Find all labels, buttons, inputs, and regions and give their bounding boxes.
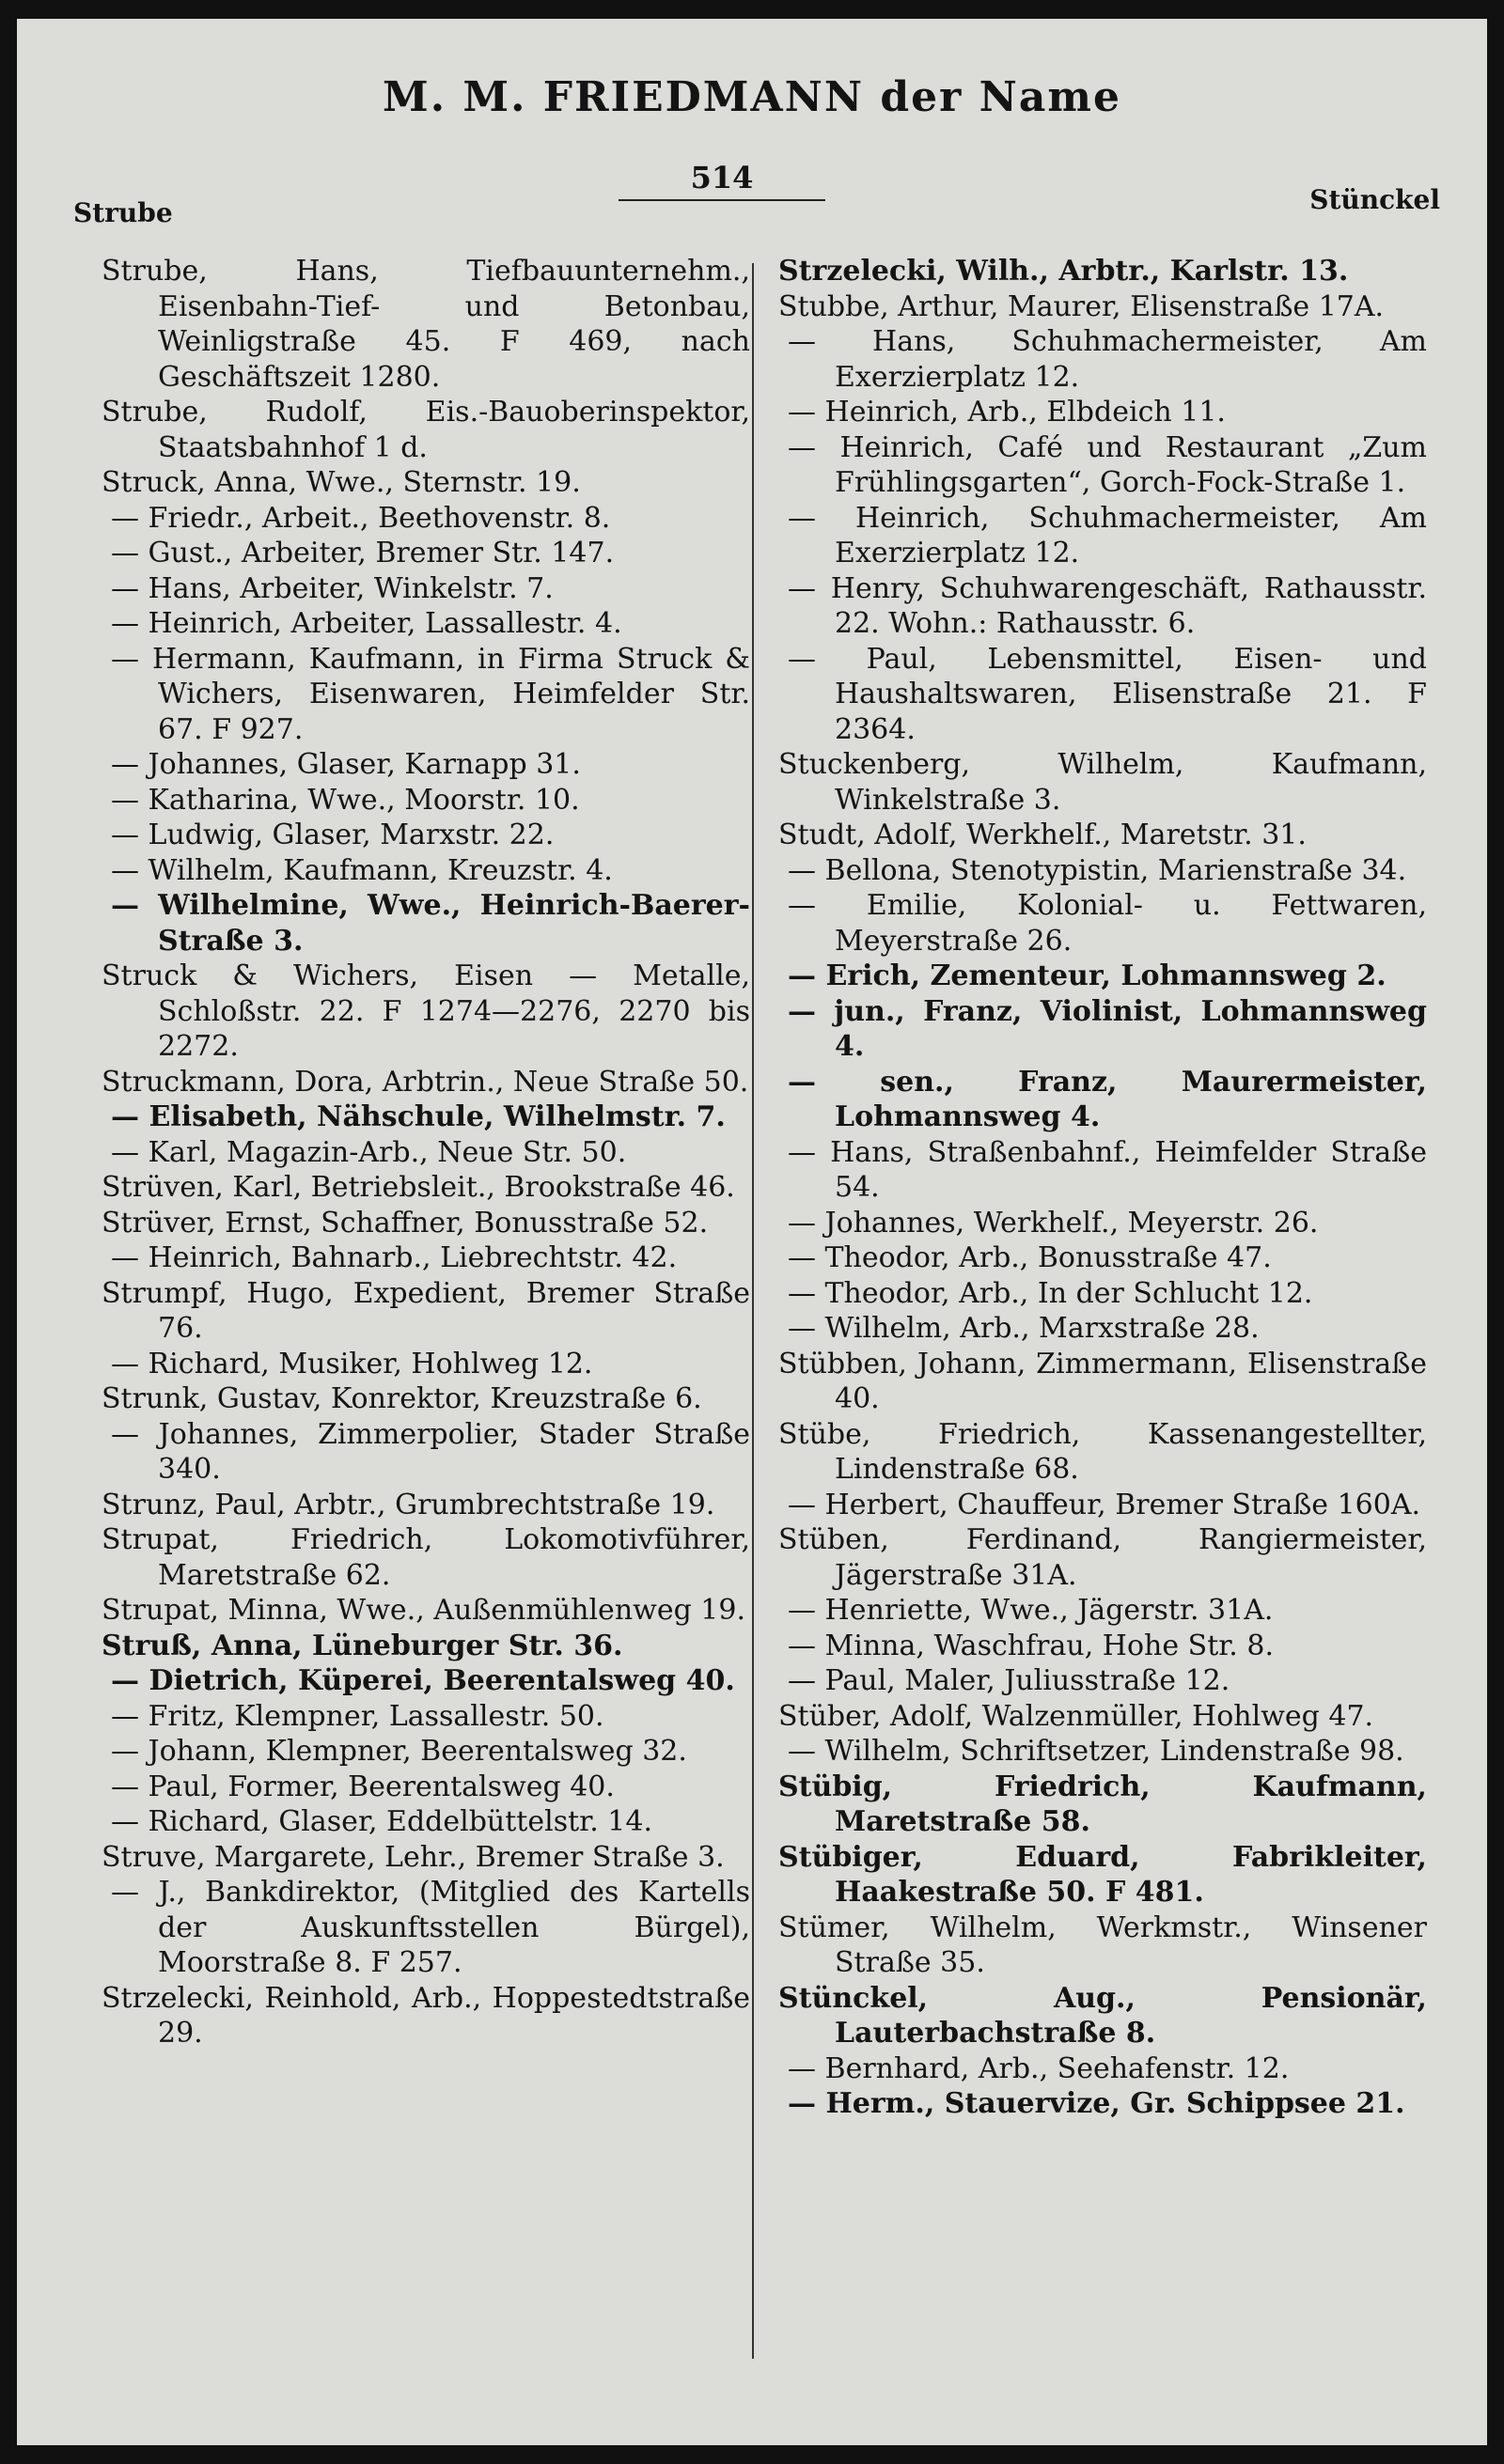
directory-entry: Struck & Wichers, Eisen — Metalle, Schloßstr. 22. F 1274—2276, 2270 bis 2272. (102, 959, 750, 1063)
directory-entry: Stümer, Wilhelm, Werkmstr., Winsener Straße 35. (778, 1910, 1427, 1979)
directory-entry: — Herm., Stauervize, Gr. Schippsee 21. (788, 2087, 1405, 2120)
directory-entry: — Johann, Klempner, Beerentalsweg 32. (111, 1735, 687, 1768)
directory-entry: Struck, Anna, Wwe., Sternstr. 19. (102, 466, 581, 499)
directory-entry: Stübe, Friedrich, Kassenangestellter, Lindenstraße 68. (778, 1417, 1427, 1486)
directory-entry: — Fritz, Klempner, Lassallestr. 50. (111, 1699, 604, 1733)
directory-entry: — Hans, Schuhmachermeister, Am Exerzierplatz 12. (788, 325, 1427, 394)
directory-entry: — Heinrich, Bahnarb., Liebrechtstr. 42. (111, 1241, 678, 1274)
directory-columns (83, 254, 1427, 2406)
directory-entry: Strube, Rudolf, Eis.-Bauoberinspektor, Staatsbahnhof 1 d. (102, 396, 750, 464)
directory-entry: Stubbe, Arthur, Maurer, Elisenstraße 17A. (778, 289, 1385, 323)
directory-entry: — Richard, Musiker, Hohlweg 12. (111, 1347, 593, 1380)
directory-entry: — sen., Franz, Maurermeister, Lohmannsweg 4. (788, 1065, 1427, 1133)
directory-entry: Studt, Adolf, Werkhelf., Maretstr. 31. (778, 819, 1307, 851)
directory-entry: — Theodor, Arb., Bonusstraße 47. (788, 1241, 1272, 1274)
directory-entry: — Emilie, Kolonial- u. Fettwaren, Meyerstraße 26. (788, 889, 1427, 958)
directory-entry: — Henry, Schuhwarengeschäft, Rathausstr. 22. Wohn.: Rathausstr. 6. (788, 571, 1427, 640)
directory-entry: — Heinrich, Arbeiter, Lassallestr. 4. (111, 607, 622, 640)
directory-entry: — Katharina, Wwe., Moorstr. 10. (111, 783, 580, 817)
directory-entry: — J., Bankdirektor, (Mitglied des Kartells der Auskunftsstellen Bürgel), Moorstraße 8. F 257. (111, 1876, 750, 1979)
directory-entry: Strupat, Minna, Wwe., Außenmühlenweg 19. (102, 1594, 746, 1627)
directory-entry: Strupat, Friedrich, Lokomotivführer, Maretstraße 62. (102, 1523, 750, 1592)
directory-entry: Stübben, Johann, Zimmermann, Elisenstraße 40. (778, 1347, 1427, 1415)
directory-entry: — Karl, Magazin-Arb., Neue Str. 50. (111, 1135, 627, 1169)
page-number: 514 (619, 160, 825, 201)
directory-entry: — Johannes, Zimmerpolier, Stader Straße 340. (111, 1417, 750, 1486)
directory-entry: Strunk, Gustav, Konrektor, Kreuzstraße 6. (102, 1382, 702, 1415)
directory-entry: — Dietrich, Küperei, Beerentalsweg 40. (111, 1664, 735, 1697)
directory-entry: — Heinrich, Schuhmachermeister, Am Exerzierplatz 12. (788, 501, 1427, 569)
directory-entry: — Richard, Glaser, Eddelbüttelstr. 14. (111, 1805, 652, 1838)
directory-entry: — Heinrich, Arb., Elbdeich 11. (788, 396, 1226, 429)
directory-entry: — Paul, Lebensmittel, Eisen- und Haushaltswaren, Elisenstraße 21. F 2364. (788, 642, 1427, 746)
directory-entry: — Elisabeth, Nähschule, Wilhelmstr. 7. (111, 1100, 726, 1133)
directory-entry: — Wilhelmine, Wwe., Heinrich-Baerer-Straße 3. (111, 889, 750, 958)
directory-entry: Stüben, Ferdinand, Rangiermeister, Jägerstraße 31A. (778, 1523, 1427, 1592)
directory-entry: — Hans, Straßenbahnf., Heimfelder Straße 54. (788, 1135, 1427, 1204)
right-column (778, 254, 1427, 2406)
directory-entry: Strzelecki, Wilh., Arbtr., Karlstr. 13. (778, 255, 1349, 288)
directory-entry: — Erich, Zementeur, Lohmannsweg 2. (788, 959, 1386, 992)
directory-entry: Struckmann, Dora, Arbtrin., Neue Straße 50. (102, 1065, 749, 1099)
directory-entry: — Paul, Maler, Juliusstraße 12. (788, 1664, 1230, 1697)
column-divider (752, 263, 754, 2359)
directory-entry: Struß, Anna, Lüneburger Str. 36. (102, 1629, 623, 1662)
directory-entry: — Wilhelm, Kaufmann, Kreuzstr. 4. (111, 853, 613, 887)
directory-entry: — jun., Franz, Violinist, Lohmannsweg 4. (788, 994, 1427, 1063)
directory-entry: Strüver, Ernst, Schaffner, Bonusstraße 52. (102, 1206, 709, 1240)
directory-entry: — Hans, Arbeiter, Winkelstr. 7. (111, 571, 554, 605)
directory-entry: — Bellona, Stenotypistin, Marienstraße 34. (788, 853, 1407, 887)
directory-entry: — Paul, Former, Beerentalsweg 40. (111, 1770, 615, 1803)
directory-entry: Stünckel, Aug., Pensionär, Lauterbachstraße 8. (778, 1981, 1427, 2050)
directory-entry: Strzelecki, Reinhold, Arb., Hoppestedtstraße 29. (102, 1981, 750, 2050)
directory-entry: Strumpf, Hugo, Expedient, Bremer Straße 76. (102, 1276, 750, 1345)
directory-entry: — Johannes, Werkhelf., Meyerstr. 26. (788, 1206, 1319, 1240)
directory-entry: — Wilhelm, Arb., Marxstraße 28. (788, 1312, 1260, 1345)
directory-entry: Stübiger, Eduard, Fabrikleiter, Haakestraße 50. F 481. (778, 1840, 1427, 1909)
directory-entry: Struve, Margarete, Lehr., Bremer Straße 3. (102, 1840, 725, 1874)
directory-entry: — Henriette, Wwe., Jägerstr. 31A. (788, 1594, 1274, 1627)
directory-entry: Stübig, Friedrich, Kaufmann, Maretstraße 58. (778, 1770, 1427, 1838)
directory-entry: Strüven, Karl, Betriebsleit., Brookstraße 46. (102, 1171, 735, 1204)
advertisement-banner: M. M. FRIEDMANN der Name (383, 73, 1121, 121)
directory-entry: — Herbert, Chauffeur, Bremer Straße 160A. (788, 1488, 1421, 1521)
directory-entry: Strunz, Paul, Arbtr., Grumbrechtstraße 19. (102, 1488, 715, 1521)
directory-entry: — Johannes, Glaser, Karnapp 31. (111, 748, 581, 781)
page-header (73, 160, 1440, 228)
directory-entry: Strube, Hans, Tiefbauunternehm., Eisenbahn-Tief- und Betonbau, Weinligstraße 45. F 469, nach Geschäftszeit 1280. (102, 255, 750, 394)
directory-entry: — Gust., Arbeiter, Bremer Str. 147. (111, 537, 615, 569)
header-last-entry: Stünckel (1309, 184, 1440, 215)
directory-entry: — Minna, Waschfrau, Hohe Str. 8. (788, 1629, 1274, 1662)
left-column (102, 254, 750, 2406)
directory-entry: — Wilhelm, Schriftsetzer, Lindenstraße 98. (788, 1735, 1404, 1768)
directory-page (17, 19, 1487, 2445)
directory-entry: — Ludwig, Glaser, Marxstr. 22. (111, 819, 555, 851)
directory-entry: Stuckenberg, Wilhelm, Kaufmann, Winkelstraße 3. (778, 748, 1427, 817)
directory-entry: — Heinrich, Café und Restaurant „Zum Frühlingsgarten“, Gorch-Fock-Straße 1. (788, 430, 1427, 499)
directory-entry: — Theodor, Arb., In der Schlucht 12. (788, 1276, 1313, 1310)
header-first-entry: Strube (73, 197, 173, 228)
directory-entry: Stüber, Adolf, Walzenmüller, Hohlweg 47. (778, 1699, 1374, 1733)
directory-entry: — Friedr., Arbeit., Beethovenstr. 8. (111, 501, 611, 535)
directory-entry: — Hermann, Kaufmann, in Firma Struck & Wichers, Eisenwaren, Heimfelder Str. 67. F 927. (111, 642, 750, 746)
directory-entry: — Bernhard, Arb., Seehafenstr. 12. (788, 2051, 1290, 2085)
